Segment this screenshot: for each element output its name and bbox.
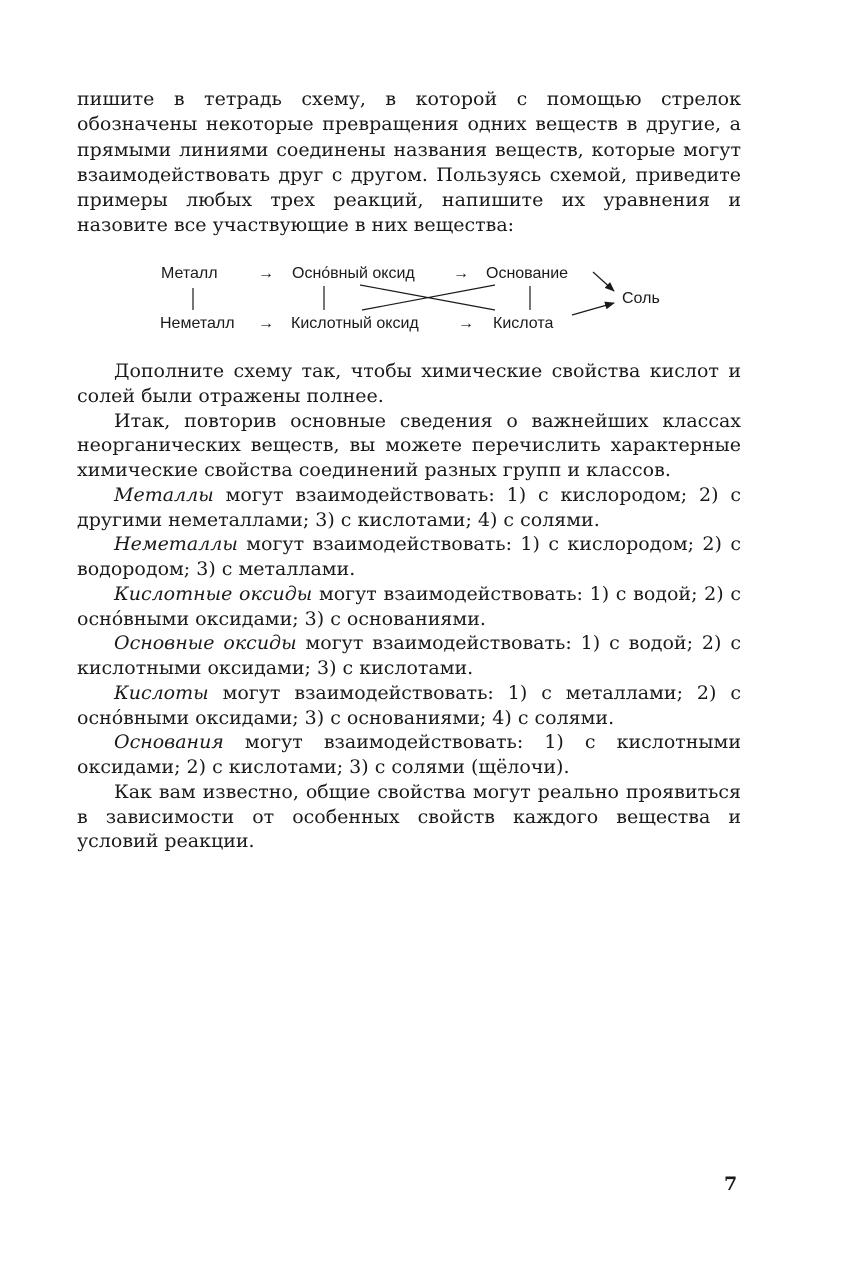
paragraph-metals (77, 483, 741, 533)
term-acidic-oxides: Кислотные оксиды (114, 582, 313, 605)
paragraph-nonmetals (77, 532, 741, 582)
scheme-arrow-acid-salt (572, 303, 614, 315)
paragraph-acidic-oxides (77, 582, 741, 632)
scheme-arrow-oxide-base: → (453, 265, 469, 282)
scheme-acidic-oxide: Кислотный оксид (291, 315, 419, 332)
paragraph-basic-oxides (77, 631, 741, 681)
intro-paragraph: пишите в тетрадь схему, в которой с помощью стрелок обозначены некоторые превращения одних веществ в другие, а прямыми линиями соединены названия веществ, которые могут взаимодействовать друг с другом. Пользуясь схемой, приведите примеры любых трех реакций, напишите их уравнения и назовите все участвующие в них вещества: (77, 88, 741, 237)
term-acids: Кислоты (114, 681, 209, 704)
paragraph-conclusion: Как вам известно, общие свойства могут реально проявиться в зависимости от особенных свойств каждого вещества и условий реакции. (77, 780, 741, 853)
paragraph-summary: Итак, повторив основные сведения о важнейших классах неорганических веществ, вы можете перечислить характерные химические свойства соединений разных групп и классов. (77, 409, 741, 481)
scheme-metal: Металл (161, 265, 218, 282)
scheme-acid: Кислота (493, 315, 554, 332)
reaction-scheme-diagram (150, 258, 690, 338)
term-metals: Металлы (114, 483, 214, 506)
bases-properties: могут взаимодействовать: 1) с кислотными оксидами; 2) с кислотами; 3) с солями (щёлочи). (77, 731, 741, 778)
nonmetals-properties: могут взаимодействовать: 1) с кислородом; 2) с водородом; 3) с металлами. (77, 533, 741, 580)
term-nonmetals: Неметаллы (114, 533, 238, 556)
paragraph-acids (77, 681, 741, 731)
scheme-base: Основание (486, 265, 569, 282)
reaction-scheme (150, 258, 690, 338)
scheme-arrow-nonmetal-oxide: → (258, 315, 274, 332)
basic-oxides-properties: могут взаимодействовать: 1) с водой; 2) с кислотными оксидами; 3) с кислотами. (77, 632, 741, 679)
paragraph-complete-scheme: Дополните схему так, чтобы химические свойства кислот и солей были отражены полнее. (77, 360, 741, 407)
scheme-arrow-base-salt (593, 272, 614, 291)
scheme-arrow-metal-oxide: → (258, 265, 274, 282)
main-text (77, 359, 741, 854)
scheme-nonmetal: Неметалл (160, 315, 235, 332)
page-number: 7 (724, 1173, 738, 1195)
term-bases: Основания (114, 731, 224, 754)
acidic-oxides-properties: могут взаимодействовать: 1) с водой; 2) с осно́вными оксидами; 3) с основаниями. (77, 582, 741, 630)
term-basic-oxides: Основные оксиды (114, 632, 297, 655)
paragraph-bases (77, 730, 741, 780)
scheme-salt: Соль (622, 290, 660, 307)
metals-properties: могут взаимодействовать: 1) с кислородом; 2) с другими неметаллами; 3) с кислотами; 4) с солями. (77, 483, 741, 531)
scheme-basic-oxide: Осно́вный оксид (292, 265, 415, 282)
acids-properties: могут взаимодействовать: 1) с металлами; 2) с осно́вными оксидами; 3) с основаниями; 4) с солями. (77, 681, 741, 729)
scheme-arrow-oxide-acid: → (458, 315, 474, 332)
